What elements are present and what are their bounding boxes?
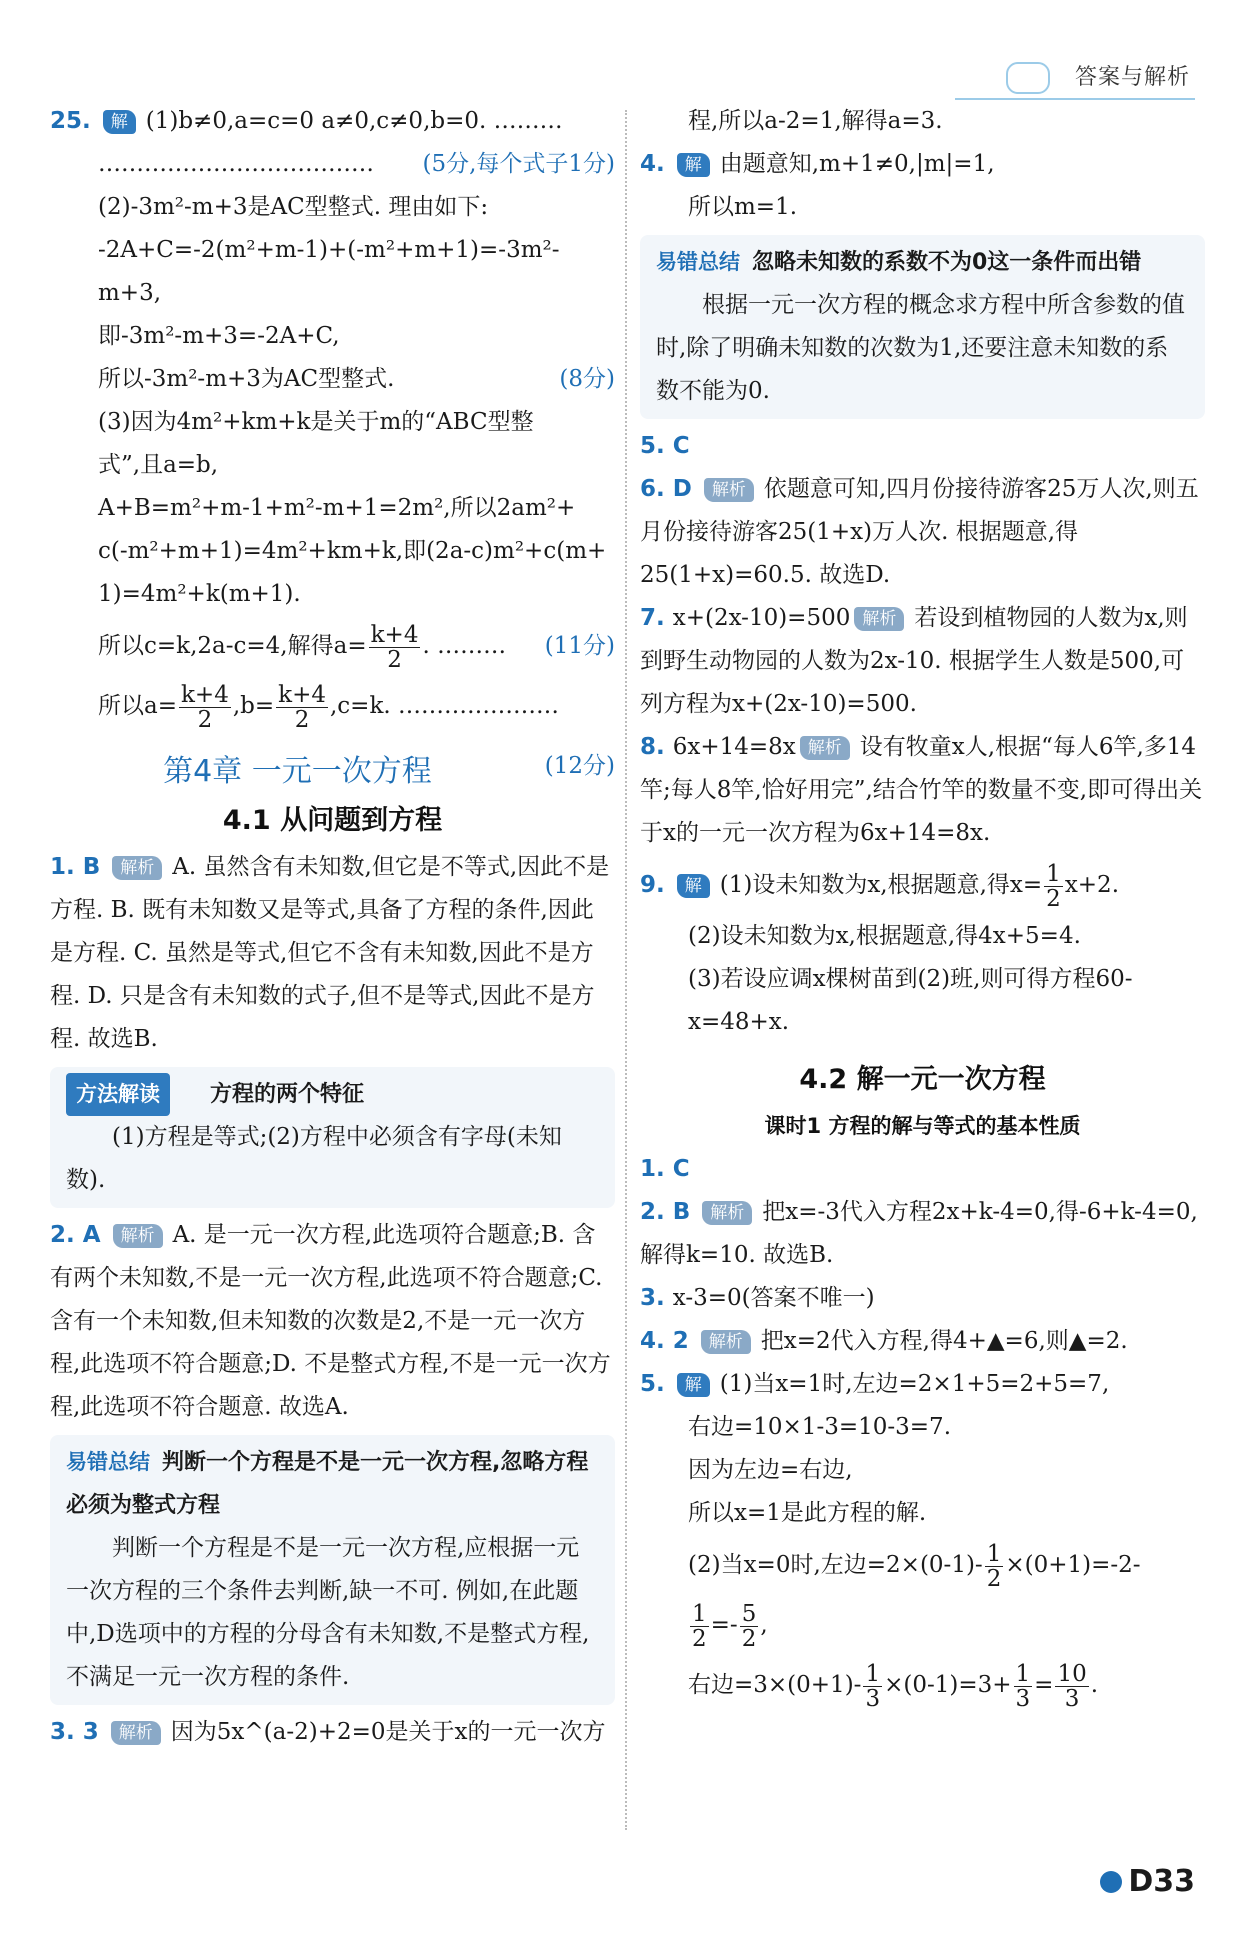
q25-p2a: (2)-3m²-m+3是AC型整式. 理由如下:	[98, 194, 489, 220]
left-column	[50, 100, 615, 1754]
q1-number: 1. B	[50, 854, 101, 880]
error-box	[50, 1435, 615, 1705]
q25-p2e: 所以-3m²-m+3为AC型整式.	[98, 366, 395, 392]
analysis-tag: 解析	[701, 1330, 751, 1354]
denominator: 3	[1015, 1685, 1031, 1712]
q25-p2c: m+3,	[98, 280, 162, 306]
solution-tag: 解	[103, 110, 136, 134]
section-4-1-title: 4.1 从问题到方程	[222, 805, 443, 836]
q25-line1	[50, 100, 615, 143]
r5-b2-line	[640, 1595, 1205, 1655]
q25-p3d: c(-m²+m+1)=4m²+km+k,即(2a-c)m²+c(m+	[98, 538, 607, 564]
solution-tag: 解	[677, 874, 710, 898]
right-column	[640, 100, 1205, 1715]
q6-number: 6. D	[640, 476, 692, 502]
r5-b1: (2)当x=0时,左边=2×(0-1)-	[688, 1552, 983, 1578]
fraction	[1014, 1662, 1033, 1711]
fraction	[690, 1602, 709, 1651]
score-1: (5分,每个式子1分)	[422, 151, 615, 177]
page-badge-icon	[1100, 1871, 1122, 1893]
numerator: 5	[741, 1600, 757, 1627]
method-label: 方法解读	[66, 1073, 170, 1116]
q2	[50, 1214, 615, 1429]
q6-text: 依题意可知,四月份接待游客25万人次,则五月份接待游客25(1+x)万人次. 根据题意,得25(1+x)=60.5. 故选D.	[640, 476, 1199, 588]
q8-number: 8.	[640, 734, 665, 760]
numerator: 1	[1015, 1660, 1031, 1687]
r3-number: 3.	[640, 1285, 665, 1311]
q1	[50, 846, 615, 1061]
q7-answer: x+(2x-10)=500	[672, 605, 851, 631]
text: =	[1034, 1672, 1054, 1698]
cloud-icon	[1006, 62, 1050, 94]
q4-number: 4.	[640, 151, 665, 177]
lesson-1-title: 课时1 方程的解与等式的基本性质	[764, 1114, 1081, 1138]
denominator: 3	[865, 1685, 881, 1712]
q25-p3f: 所以c=k,2a-c=4,解得a=	[98, 633, 367, 659]
fraction	[369, 623, 421, 672]
r5-number: 5.	[640, 1371, 665, 1397]
method-text: (1)方程是等式;(2)方程中必须含有字母(未知数).	[66, 1124, 562, 1193]
fraction	[179, 683, 231, 732]
q25-score1-line	[50, 143, 615, 186]
q25-p2e-line	[50, 358, 615, 401]
q3-number: 3. 3	[50, 1719, 99, 1745]
r5-b1-post: ×(0+1)=-2-	[1005, 1552, 1141, 1578]
dots: ,c=k. …………………	[329, 693, 560, 719]
analysis-tag: 解析	[702, 1201, 752, 1225]
q2-text: A. 是一元一次方程,此选项符合题意;B. 含有两个未知数,不是一元一次方程,此选项不符合题意;C. 含有一个未知数,但未知数的次数是2,不是一元一次方程,此选项不符合题意;D. 不是整式方程,不是一元一次方程,此选项不符合题意. 故选A.	[50, 1222, 611, 1420]
fraction	[740, 1602, 759, 1651]
q8-answer: 6x+14=8x	[672, 734, 796, 760]
analysis-tag: 解析	[704, 478, 754, 502]
method-title: 方程的两个特征	[210, 1082, 365, 1107]
text: .	[1090, 1672, 1099, 1698]
denominator: 3	[1064, 1685, 1080, 1712]
error-title: 忽略未知数的系数不为0这一条件而出错	[752, 250, 1142, 275]
r5-a2: 右边=10×1-3=10-3=7.	[688, 1414, 952, 1440]
error-label: 易错总结	[66, 1450, 150, 1474]
q25-p2b: -2A+C=-2(m²+m-1)+(-m²+m+1)=-3m²-	[98, 237, 560, 263]
q25-p3a: (3)因为4m²+km+k是关于m的“ABC型整	[98, 409, 534, 435]
method-box	[50, 1067, 615, 1208]
analysis-tag: 解析	[112, 856, 162, 880]
q9-t1: (1)设未知数为x,根据题意,得x=	[719, 872, 1043, 898]
q7	[640, 597, 1205, 726]
analysis-tag: 解析	[800, 736, 850, 760]
score-3: (11分)	[544, 633, 615, 659]
r5-a3: 因为左边=右边,	[688, 1457, 853, 1483]
r5-b1-line	[640, 1535, 1205, 1595]
analysis-tag: 解析	[113, 1224, 163, 1248]
r3-text: x-3=0(答案不唯一)	[672, 1285, 875, 1311]
numerator: 10	[1057, 1660, 1087, 1687]
denominator: 2	[387, 646, 402, 673]
header-title: 答案与解析	[1074, 65, 1190, 90]
q9-t2: (2)设未知数为x,根据题意,得4x+5=4.	[688, 923, 1081, 949]
solution-tag: 解	[677, 1373, 710, 1397]
numerator: 1	[986, 1540, 1002, 1567]
r1-number: 1. C	[640, 1156, 690, 1182]
q25-number: 25.	[50, 108, 91, 134]
q3-text: 因为5x^(a-2)+2=0是关于x的一元一次方	[170, 1719, 606, 1745]
q9-number: 9.	[640, 872, 665, 898]
q4	[640, 143, 1205, 186]
r4	[640, 1320, 1205, 1363]
fraction	[985, 1542, 1004, 1591]
q1-text: A. 虽然含有未知数,但它是不等式,因此不是方程. B. 既有未知数又是等式,具备了方程的条件,因此是方程. C. 虽然是等式,但它不含有未知数,因此不是方程. D. 只是含有未知数的式子,但不是等式,因此不是方程. 故选B.	[50, 854, 610, 1052]
dots: ………………………………	[98, 151, 374, 177]
q8	[640, 726, 1205, 855]
fraction	[276, 683, 328, 732]
fraction	[1044, 862, 1063, 911]
r2	[640, 1191, 1205, 1277]
score-2: (8分)	[559, 366, 615, 392]
error-label: 易错总结	[656, 250, 740, 274]
error-title: 判断一个方程是不是一元一次方程,忽略方程必须为整式方程	[66, 1450, 589, 1518]
dots: . ………	[422, 633, 507, 659]
chapter-title: 第4章 一元一次方程	[163, 754, 432, 789]
q3-continued: 程,所以a-2=1,解得a=3.	[688, 108, 943, 134]
q25-p3e: 1)=4m²+k(m+1).	[98, 581, 301, 607]
denominator: 2	[1046, 885, 1061, 912]
q4-text1: 由题意知,m+1≠0,|m|=1,	[719, 151, 995, 177]
text: ,	[760, 1612, 768, 1638]
numerator: 1	[865, 1660, 881, 1687]
r5-a1: (1)当x=1时,左边=2×1+5=2+5=7,	[719, 1371, 1110, 1397]
q5	[640, 425, 1205, 468]
page-number: D33	[1128, 1864, 1195, 1899]
numerator: k+4	[180, 681, 229, 708]
numerator: k+4	[370, 621, 419, 648]
numerator: 1	[692, 1600, 707, 1627]
denominator: 2	[741, 1625, 757, 1652]
r1	[640, 1148, 1205, 1191]
r2-number: 2. B	[640, 1199, 691, 1225]
score-4: (12分)	[544, 753, 615, 779]
q9-t3: (3)若设应调x棵树苗到(2)班,则可得方程60-x=48+x.	[688, 966, 1133, 1035]
r5-a4: 所以x=1是此方程的解.	[688, 1500, 927, 1526]
numerator: 1	[1046, 860, 1061, 887]
q4-text2: 所以m=1.	[688, 194, 798, 220]
q3	[50, 1711, 615, 1754]
error-text: 判断一个方程是不是一元一次方程,应根据一元一次方程的三个条件去判断,缺一不可. 例如,在此题中,D选项中的方程的分母含有未知数,不是整式方程,不满足一元一次方程的条件.	[66, 1535, 590, 1690]
r5-b3-line	[640, 1655, 1205, 1715]
r3	[640, 1277, 1205, 1320]
denominator: 2	[197, 706, 213, 733]
denominator: 2	[692, 1625, 707, 1652]
q8-text: 设有牧童x人,根据“每人6竿,多14竿;每人8竿,恰好用完”,结合竹竿的数量不变,即可得出关于x的一元一次方程为6x+14=8x.	[640, 734, 1203, 846]
r5-b3: 右边=3×(0+1)-	[688, 1672, 862, 1698]
q25-p3b: 式”,且a=b,	[98, 452, 219, 478]
q6	[640, 468, 1205, 597]
text: =-	[710, 1612, 738, 1638]
analysis-tag: 解析	[111, 1721, 161, 1745]
q9	[640, 855, 1205, 915]
text: ,b=	[232, 693, 275, 719]
r4-number: 4. 2	[640, 1328, 689, 1354]
denominator: 2	[986, 1565, 1002, 1592]
q25-p3f-line	[50, 616, 615, 676]
r2-text: 把x=-3代入方程2x+k-4=0,得-6+k-4=0,解得k=10. 故选B.	[640, 1199, 1198, 1268]
q7-number: 7.	[640, 605, 665, 631]
q25-p3g: 所以a=	[98, 693, 177, 719]
q25-p2d: 即-3m²-m+3=-2A+C,	[98, 323, 340, 349]
error-box-2	[640, 235, 1205, 419]
q9-t1-post: x+2.	[1064, 872, 1119, 898]
section-4-2-title: 4.2 解一元一次方程	[799, 1064, 1046, 1095]
analysis-tag: 解析	[854, 607, 904, 631]
q5-number: 5. C	[640, 433, 690, 459]
fraction	[863, 1662, 882, 1711]
column-divider	[625, 110, 627, 1830]
q7-text: 若设到植物园的人数为x,则到野生动物园的人数为2x-10. 根据学生人数是500,可列方程为x+(2x-10)=500.	[640, 605, 1188, 717]
solution-tag: 解	[677, 153, 710, 177]
error-text: 根据一元一次方程的概念求方程中所含参数的值时,除了明确未知数的次数为1,还要注意未知数的系数不能为0.	[656, 292, 1185, 404]
q25-text: (1)b≠0,a=c=0 a≠0,c≠0,b=0. ………	[145, 108, 563, 134]
denominator: 2	[294, 706, 310, 733]
q25-p3c: A+B=m²+m-1+m²-m+1=2m²,所以2am²+	[98, 495, 576, 521]
r5	[640, 1363, 1205, 1406]
text: ×(0-1)=3+	[884, 1672, 1012, 1698]
fraction	[1055, 1662, 1088, 1711]
r4-text: 把x=2代入方程,得4+▲=6,则▲=2.	[760, 1328, 1128, 1354]
q2-number: 2. A	[50, 1222, 101, 1248]
numerator: k+4	[278, 681, 326, 708]
